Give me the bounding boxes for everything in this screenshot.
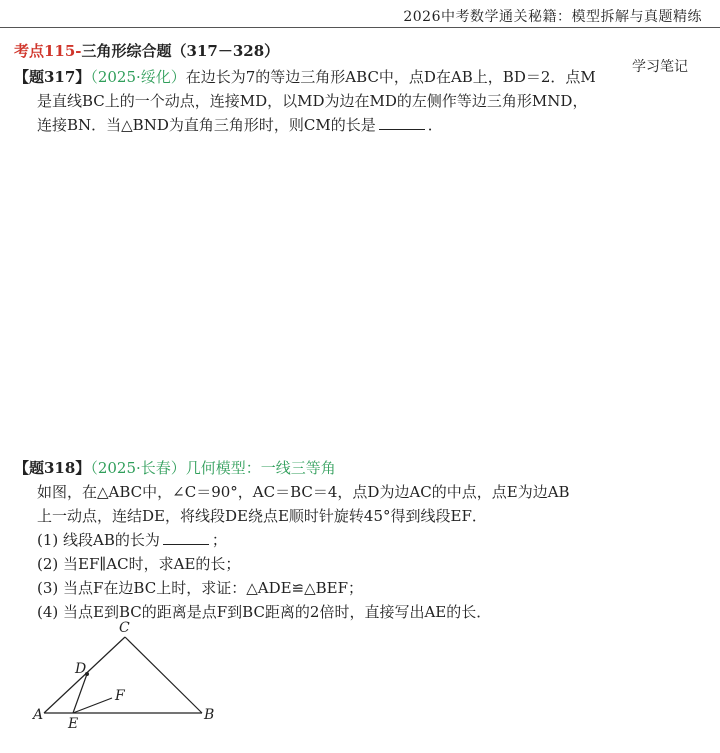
question-318-item2: (2) 当EF∥AC时，求AE的长；	[37, 555, 241, 573]
question-317-text1: 在边长为7的等边三角形ABC中，点D在AB上，BD＝2．点M	[185, 68, 596, 86]
question-318-line2: 上一动点，连结DE，将线段DE绕点E顺时针旋转45°得到线段EF．	[37, 507, 487, 525]
question-318-source: （2025·长春）几何模型：一线三等角	[90, 459, 336, 477]
label-c: C	[119, 620, 130, 636]
question-317-tag: 【题317】	[14, 68, 91, 86]
question-317-source: （2025·绥化）	[90, 68, 186, 86]
page-header-title: 2026中考数学通关秘籍：模型拆解与真题精练	[403, 9, 702, 25]
label-d: D	[75, 661, 87, 677]
label-e: E	[68, 716, 79, 730]
question-318-line1: 如图，在△ABC中，∠C＝90°，AC＝BC＝4，点D为边AC的中点，点E为边AB	[37, 483, 570, 501]
label-a: A	[33, 707, 44, 723]
section-name: 三角形综合题（317－328）	[81, 42, 280, 60]
segment-ef	[73, 698, 112, 713]
label-f: F	[115, 688, 125, 704]
side-note-label: 学习笔记	[632, 59, 688, 75]
triangle-figure	[30, 620, 230, 730]
question-317-text3: 连接BN．当△BND为直角三角形时，则CM的长是	[37, 116, 376, 134]
question-317-line3	[37, 114, 443, 135]
header-rule	[0, 27, 720, 28]
section-title	[14, 40, 279, 61]
label-b: B	[204, 707, 215, 723]
question-318-item1	[37, 529, 227, 550]
question-318-item3: (3) 当点F在边BC上时，求证：△ADE≌△BEF；	[37, 579, 364, 597]
question-318-item4: (4) 当点E到BC的距离是点F到BC距离的2倍时，直接写出AE的长．	[37, 603, 492, 621]
question-318-item1-text: (1) 线段AB的长为	[37, 531, 160, 549]
answer-blank-317[interactable]	[379, 115, 425, 130]
question-317-line2: 是直线BC上的一个动点，连接MD，以MD为边在MD的左侧作等边三角形MND，	[37, 92, 588, 110]
question-317-period: ．	[427, 116, 443, 134]
section-prefix: 考点115-	[14, 42, 82, 60]
segment-cb	[125, 637, 202, 713]
question-317-line1	[14, 66, 596, 87]
question-318-item1-end: ；	[211, 531, 227, 549]
question-318-header	[14, 457, 336, 478]
answer-blank-318[interactable]	[163, 530, 209, 545]
question-318-tag: 【题318】	[14, 459, 91, 477]
